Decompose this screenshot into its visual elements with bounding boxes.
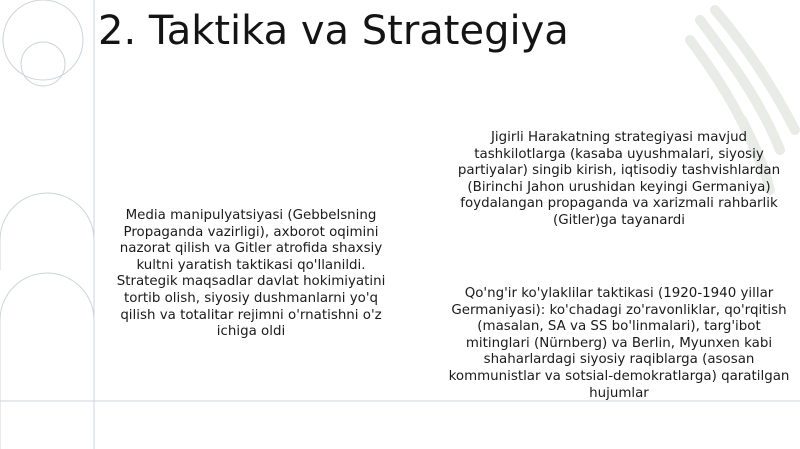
top-small-circle	[21, 42, 65, 86]
text-block-brownshirts-tactics: Qo'ng'ir ko'ylaklilar taktikasi (1920-1940 yillar Germaniyasi): ko'chadagi zo'ravonliklar, qo'rqitish (masalan, SA va SS bo'linmalari), targ'ibot mitinglari (Nürnberg) va Berlin, Myunxen kabi shaharlardagi siyosiy raqiblarga (asosan kommunistlar va sotsial-demokratlarga) qaratilgan hujumlar	[448, 286, 790, 401]
top-large-circle	[3, 0, 83, 80]
text-block-media-tactics: Media manipulyatsiyasi (Gebbelsning Propaganda vazirligi), axborot oqimini nazorat qilish va Gitler atrofida shaxsiy kultni yaratish taktikasi qo'llanildi. Strategik maqsadlar davlat hokimiyatini tortib olish, siyosiy dushmanlarni yo'q qilish va totalitar rejimni o'rnatishni o'z ichiga oldi	[116, 208, 386, 340]
text-block-movement-strategy: Jigirli Harakatning strategiyasi mavjud tashkilotlarga (kasaba uyushmalari, siyosiy partiyalar) singib kirish, iqtisodiy tashvishlardan (Birinchi Jahon urushidan keyingi Germaniya) foydalangan propaganda va xarizmali rahbarlik (Gitler)ga tayanardi	[457, 130, 781, 228]
slide-title: 2. Taktika va Strategiya	[98, 8, 569, 54]
lower-arch	[0, 273, 94, 449]
middle-arch	[0, 193, 94, 270]
